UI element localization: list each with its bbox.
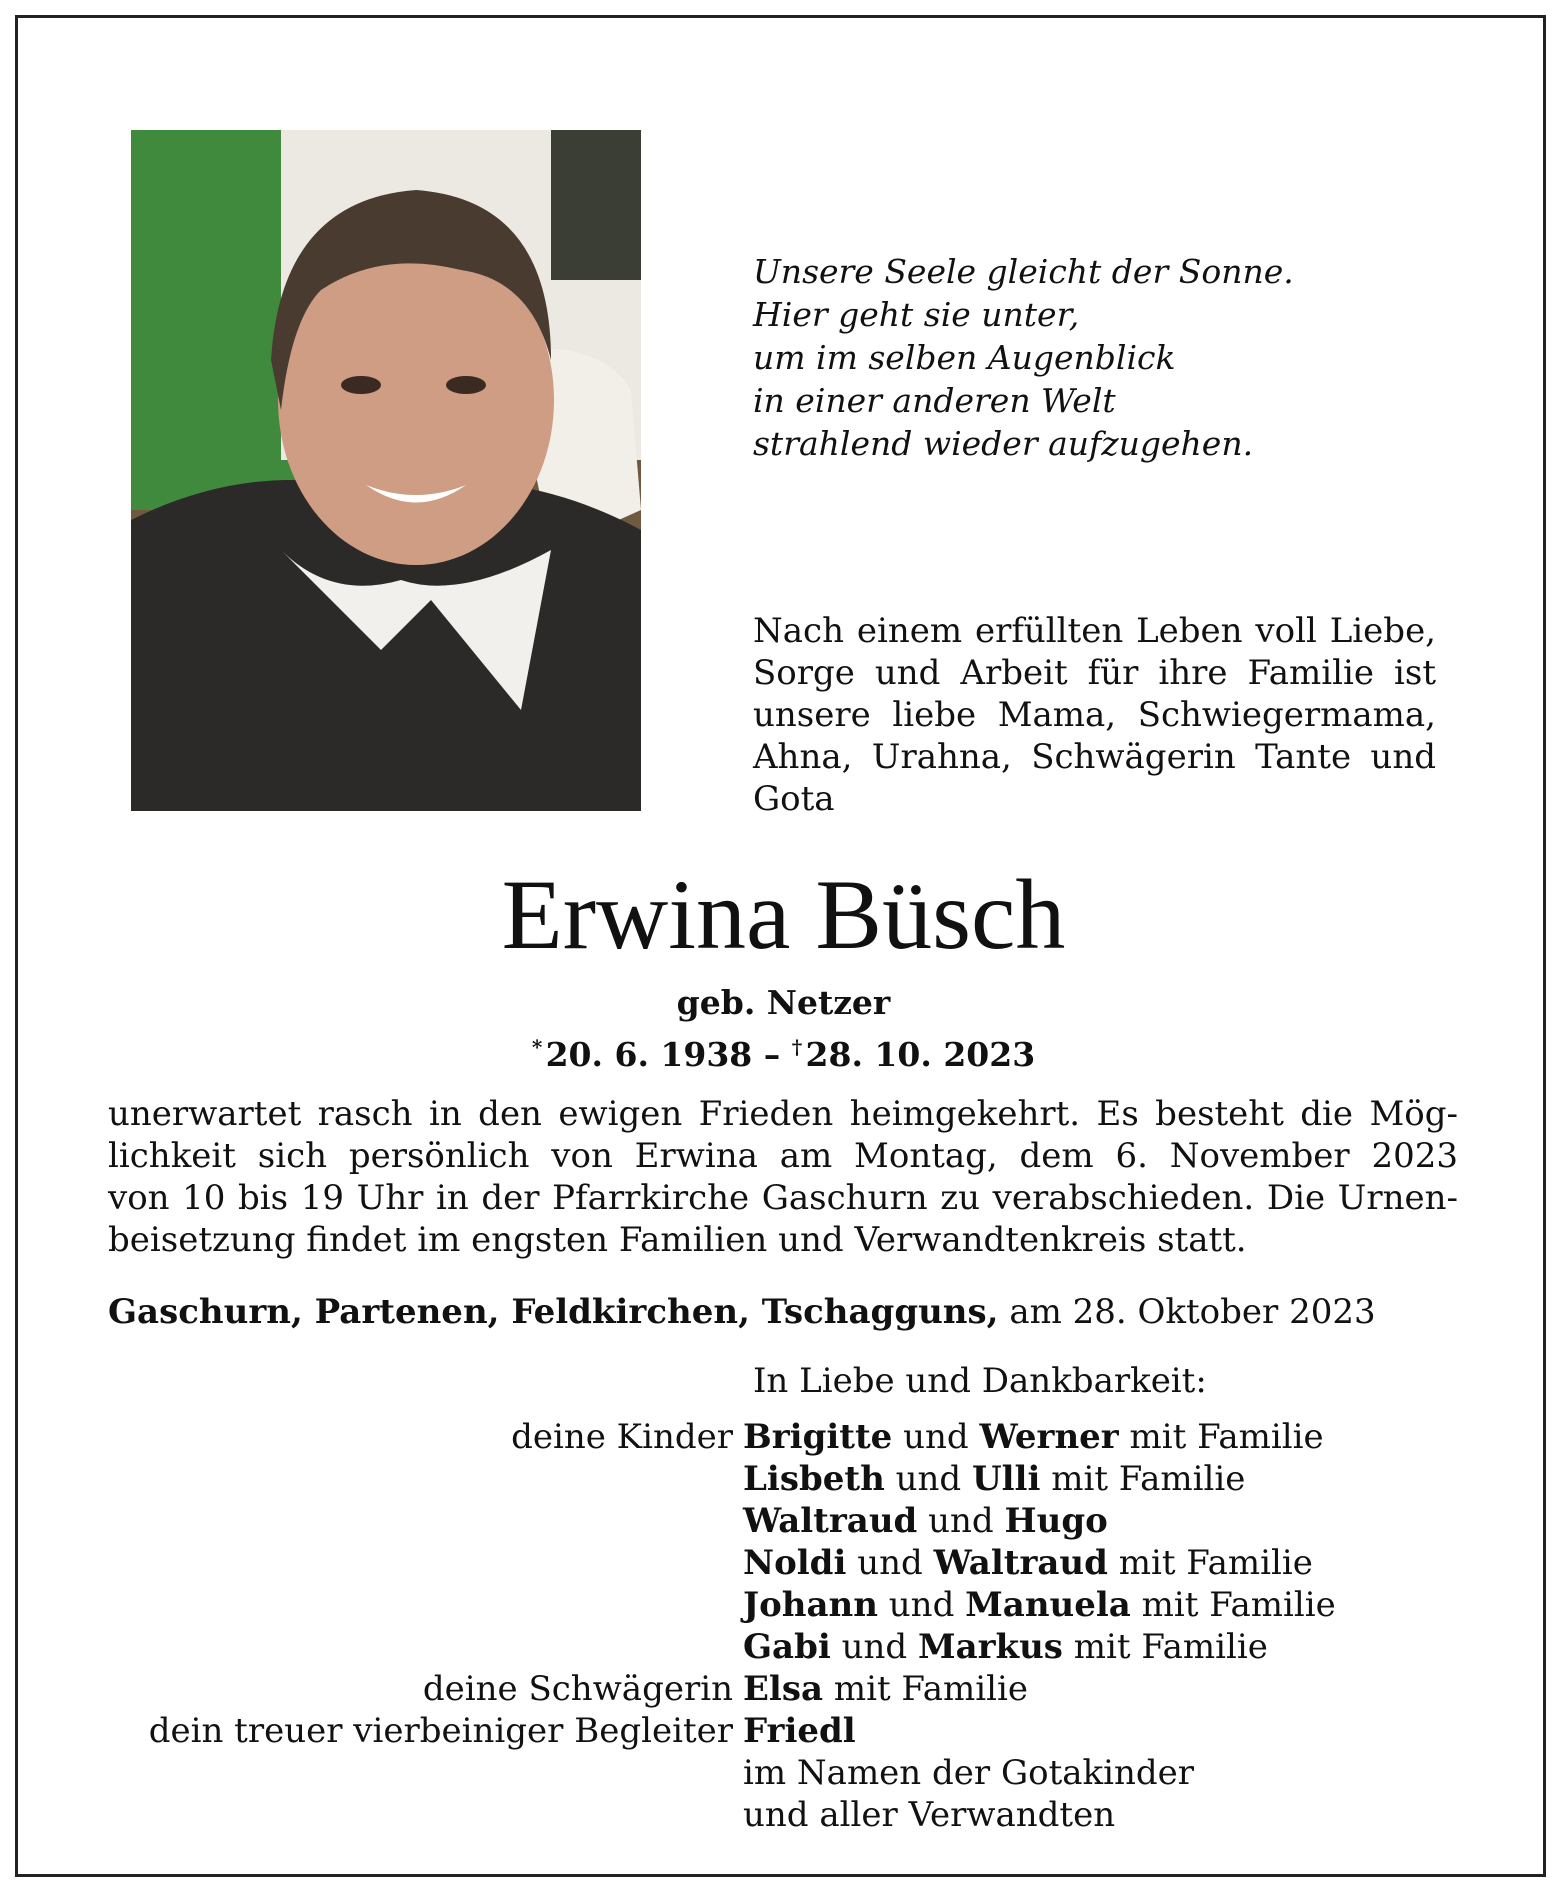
connector: und bbox=[841, 1627, 908, 1667]
relation-label: deine Kinder bbox=[511, 1417, 733, 1457]
mourner-name: Lisbeth bbox=[743, 1459, 885, 1499]
body-line: beisetzung findet im engsten Familien und Verwandtenkreis statt. bbox=[108, 1220, 1247, 1260]
intro-line: Sorge und Arbeit für ihre Familie ist bbox=[753, 653, 1436, 693]
connector: und bbox=[857, 1543, 923, 1583]
body-line: unerwartet rasch in den ewigen Frieden heimgekehrt. Es besteht die Mög- bbox=[108, 1094, 1458, 1134]
mourner-row bbox=[100, 1752, 1540, 1794]
locations: Gaschurn, Partenen, Feldkirchen, Tschagguns, bbox=[108, 1292, 999, 1332]
relation-label: dein treuer vierbeiniger Begleiter bbox=[148, 1711, 733, 1751]
mourner-name: Gabi bbox=[743, 1627, 831, 1667]
relation-label bbox=[100, 1542, 743, 1584]
birth-mark: * bbox=[531, 1035, 543, 1059]
relation-label bbox=[100, 1500, 743, 1542]
intro-line: Gota bbox=[753, 779, 835, 819]
connector: und bbox=[928, 1501, 994, 1541]
death-mark: † bbox=[791, 1035, 803, 1059]
intro-line: unsere liebe Mama, Schwiegermama, bbox=[753, 695, 1436, 735]
body-line: lichkeit sich persönlich von Erwina am Montag, dem 6. November 2023 bbox=[108, 1136, 1458, 1176]
life-dates bbox=[0, 1027, 1567, 1075]
relation-label: deine Schwägerin bbox=[422, 1669, 733, 1709]
mourner-name: Noldi bbox=[743, 1543, 847, 1583]
announcement-paragraph bbox=[108, 1093, 1458, 1261]
intro-paragraph bbox=[753, 610, 1436, 820]
death-date: 28. 10. 2023 bbox=[805, 1035, 1036, 1074]
connector: mit Familie bbox=[833, 1669, 1028, 1709]
relation-label bbox=[100, 1752, 743, 1794]
mourner-row bbox=[100, 1584, 1540, 1626]
poem-line: in einer anderen Welt bbox=[753, 381, 1116, 420]
suffix: mit Familie bbox=[1073, 1627, 1268, 1667]
mourner-row bbox=[100, 1458, 1540, 1500]
place-and-date bbox=[108, 1291, 1458, 1333]
poem-verse bbox=[753, 250, 1453, 465]
poem-line: Hier geht sie unter, bbox=[753, 295, 1080, 334]
connector: und bbox=[895, 1459, 962, 1499]
portrait-photo bbox=[131, 130, 641, 811]
maiden-name: geb. Netzer bbox=[676, 983, 891, 1022]
poem-line: strahlend wieder aufzugehen. bbox=[753, 424, 1254, 463]
birth-date: 20. 6. 1938 bbox=[545, 1035, 753, 1074]
mourner-row bbox=[100, 1668, 1540, 1710]
intro-line: Ahna, Urahna, Schwägerin Tante und bbox=[753, 737, 1436, 777]
mourner-name: Ulli bbox=[971, 1459, 1041, 1499]
mourner-name: Hugo bbox=[1004, 1501, 1108, 1541]
mourner-name: Markus bbox=[917, 1627, 1063, 1667]
mourner-row bbox=[100, 1542, 1540, 1584]
suffix: mit Familie bbox=[1141, 1585, 1336, 1625]
mourner-row bbox=[100, 1416, 1540, 1458]
poem-line: Unsere Seele gleicht der Sonne. bbox=[753, 252, 1294, 291]
relation-label bbox=[100, 1458, 743, 1500]
mourner-name: Waltraud bbox=[743, 1501, 918, 1541]
relation-label bbox=[100, 1626, 743, 1668]
mourner-name: Werner bbox=[979, 1417, 1119, 1457]
suffix: mit Familie bbox=[1129, 1417, 1324, 1457]
thanks-line: In Liebe und Dankbarkeit: bbox=[753, 1361, 1207, 1401]
deceased-name: Erwina Büsch bbox=[501, 859, 1066, 970]
mourner-name: Johann bbox=[743, 1585, 878, 1625]
mourner-name: Friedl bbox=[743, 1711, 856, 1751]
intro-line: Nach einem erfüllten Leben voll Liebe, bbox=[753, 611, 1436, 651]
body-line: von 10 bis 19 Uhr in der Pfarrkirche Gaschurn zu verabschieden. Die Urnen- bbox=[108, 1178, 1458, 1218]
mourner-name: Manuela bbox=[965, 1585, 1131, 1625]
closing-line: und aller Verwandten bbox=[743, 1795, 1116, 1835]
suffix: mit Familie bbox=[1051, 1459, 1246, 1499]
notice-date: am 28. Oktober 2023 bbox=[1009, 1292, 1376, 1332]
connector: und bbox=[903, 1417, 969, 1457]
mourner-row bbox=[100, 1626, 1540, 1668]
relation-label bbox=[100, 1794, 743, 1836]
poem-line: um im selben Augenblick bbox=[753, 338, 1176, 377]
date-dash: – bbox=[763, 1035, 781, 1074]
relation-label bbox=[100, 1584, 743, 1626]
mourner-row bbox=[100, 1710, 1540, 1752]
suffix: mit Familie bbox=[1118, 1543, 1313, 1583]
mourners-list bbox=[100, 1416, 1540, 1836]
connector: und bbox=[888, 1585, 955, 1625]
mourner-row bbox=[100, 1500, 1540, 1542]
closing-line: im Namen der Gotakinder bbox=[743, 1753, 1195, 1793]
mourner-name: Waltraud bbox=[933, 1543, 1108, 1583]
mourner-row bbox=[100, 1794, 1540, 1836]
mourner-name: Elsa bbox=[743, 1669, 824, 1709]
mourner-name: Brigitte bbox=[743, 1417, 893, 1457]
